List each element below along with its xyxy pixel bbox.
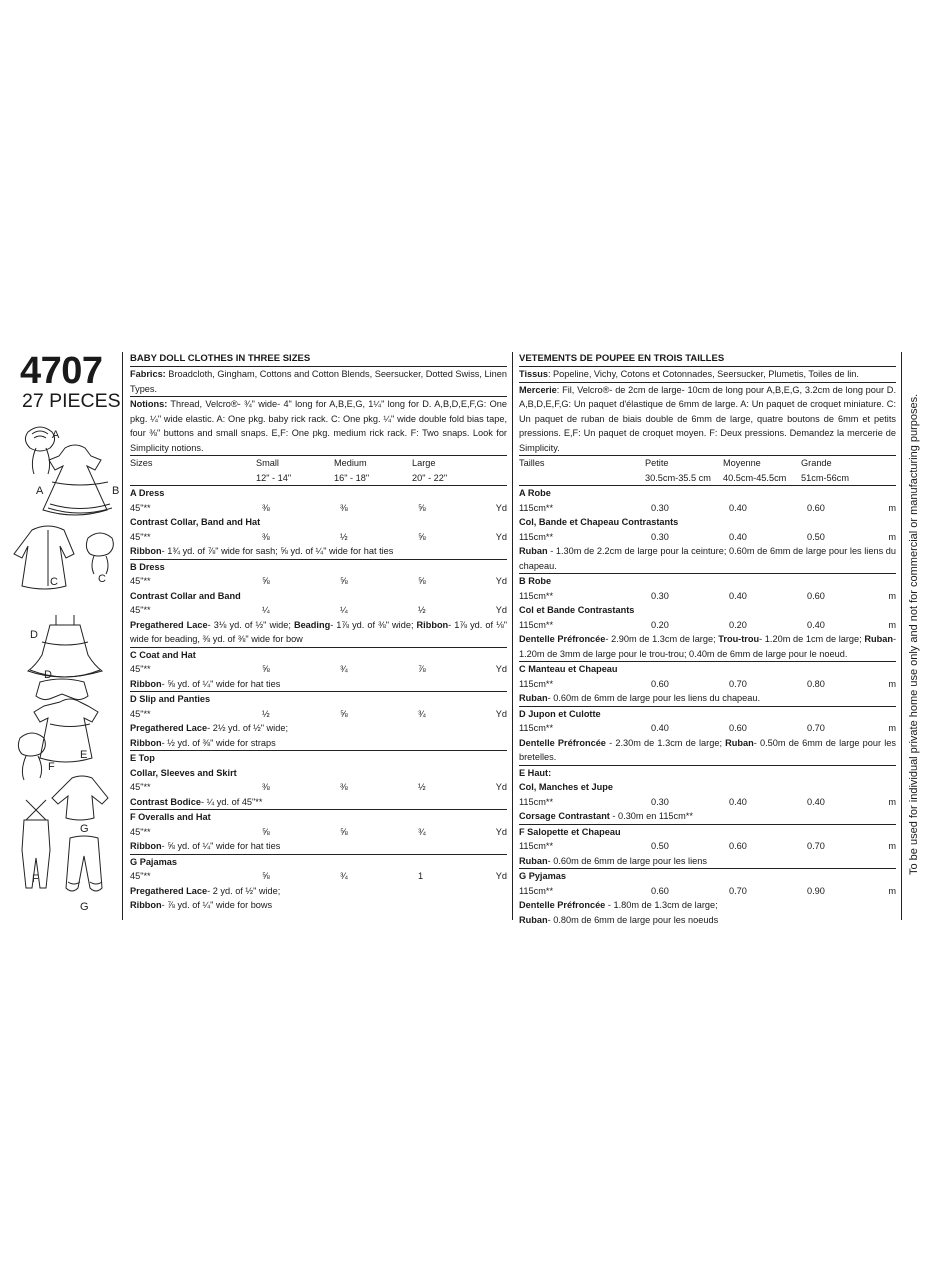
unit: m	[888, 590, 896, 601]
yardage-row	[130, 707, 507, 722]
notions-text	[519, 383, 896, 456]
view-title: B Dress	[130, 561, 165, 572]
unit: Yd	[495, 664, 507, 674]
view-title: G Pajamas	[130, 856, 177, 867]
yardage-row	[519, 530, 896, 545]
yardage-value: 1	[418, 871, 424, 881]
yardage-value: 0.40	[807, 796, 825, 807]
yardage-row	[519, 501, 896, 516]
unit: m	[888, 678, 896, 689]
unit: m	[888, 723, 896, 733]
notes	[519, 544, 896, 573]
note-label: Beading	[293, 619, 331, 630]
size-name: Small	[256, 458, 279, 468]
size-name: Moyenne	[723, 458, 761, 468]
yardage-value: 0.40	[729, 502, 747, 513]
fabric-width: 115cm**	[519, 678, 554, 689]
note-text: - 2.90m de 1.3cm de large;	[605, 634, 719, 644]
note-label: Trou-trou	[718, 634, 760, 644]
yardage-value: 0.70	[729, 885, 747, 896]
note-label: Ribbon	[130, 900, 162, 910]
sizes-label: Tailles	[519, 458, 545, 468]
unit: m	[888, 796, 896, 807]
yardage-value: 0.90	[807, 885, 825, 896]
notions-value: : Fil, Velcro®- de 2cm de large- 10cm de long pour A,B,E,G, 3.2cm de long pour D. A,B,D,E,F,G: Un paquet d'élastique de 6mm de large. A: Un paquet de croquet miniature. C: Un paquet de ruban de biais double de 6mm de large, quatre boutons de 6mm et petits pressions. E,F: Un paquet de croquet moyen. F: Deux pressions. Demandez la mercerie de Simplicity.	[519, 384, 896, 453]
unit: Yd	[495, 782, 507, 792]
size-name: Grande	[801, 458, 832, 468]
yardage-value: 0.50	[807, 531, 825, 542]
note-label: Ruban	[519, 914, 548, 925]
sizes-range-row	[130, 471, 507, 486]
yardage-value: ½	[418, 605, 426, 615]
yardage-value: 0.60	[807, 502, 825, 513]
fabric-width: 45"**	[130, 871, 151, 881]
sub-title: Col, Manches et Jupe	[519, 782, 613, 792]
yardage-value: ½	[262, 708, 270, 719]
yardage-row	[519, 884, 896, 899]
illus-label: D	[44, 669, 52, 681]
size-range: 16" - 18"	[334, 472, 370, 483]
fabric-width: 45"**	[130, 576, 151, 586]
note-label: Contrast Bodice	[130, 796, 201, 807]
unit: m	[888, 885, 896, 896]
yardage-value: ¾	[340, 871, 348, 881]
yardage-row	[130, 603, 507, 618]
note-text: - 0.80m de 6mm de large pour les noeuds	[547, 914, 719, 925]
note-label: Ribbon	[416, 619, 449, 630]
notions-value: Thread, Velcro®- ¾" wide- 4" long for A,B,E,G, 1¼" long for D. A,B,D,E,F,G: One pkg. ¼" wide elastic. A: One pkg. baby rick rack. C: One pkg. ¼" wide double fold bias tape, four ⅜" buttons and small snaps. E,F: One pkg. medium rick rack. F: Two snaps. Look for Simplicity notions.	[130, 399, 507, 453]
illus-label: C	[50, 576, 58, 588]
yardage-value: ¾	[340, 664, 348, 674]
illus-label: G	[80, 901, 89, 913]
yardage-value: 0.60	[729, 841, 747, 851]
yardage-row	[519, 589, 896, 604]
note-label: Corsage Contrastant	[519, 811, 610, 821]
yardage-row	[130, 530, 507, 545]
yardage-value: ⅝	[262, 871, 270, 881]
notions-label: Notions:	[130, 399, 168, 409]
yardage-value: ⅜	[262, 502, 270, 513]
yardage-value: ¾	[418, 708, 426, 719]
note-text: - 1¾ yd. of ⅞" wide for sash; ⅝ yd. of ¼" wide for hat ties	[161, 546, 394, 556]
note-text: - 1.30m de 2.2cm de large pour la ceinture; 0.60m de 6mm de large pour les liens du chapeau.	[519, 546, 896, 571]
fabric-width: 115cm**	[519, 841, 554, 851]
note-text: - 0.60m de 6mm de large pour les liens	[547, 855, 707, 866]
fabrics-value: : Popeline, Vichy, Cotons et Cotonnades, Seersucker, Plumetis, Toiles de lin.	[547, 369, 859, 379]
note-text: - 2½ yd. of ½" wide;	[207, 723, 288, 733]
note-label: Ruban	[519, 546, 548, 556]
yardage-value: 0.40	[651, 723, 669, 733]
yardage-row	[130, 825, 507, 840]
yardage-value: 0.40	[729, 590, 747, 601]
sub-title: Contrast Collar and Band	[130, 590, 241, 601]
note-label: Ribbon	[130, 678, 162, 689]
notes	[130, 795, 507, 810]
sizes-range-row	[519, 471, 896, 486]
fabric-width: 45"**	[130, 782, 151, 792]
note-label: Ruban	[519, 693, 548, 703]
note-text: - 2.30m de 1.3cm de large;	[605, 737, 726, 748]
note-label: Pregathered Lace	[130, 885, 208, 896]
view-title: D Slip and Panties	[130, 694, 211, 704]
note-text: - ⅝ yd. of ¼" wide for hat ties	[161, 678, 281, 689]
sub-title: Col et Bande Contrastants	[519, 605, 635, 615]
yardage-value: ⅞	[418, 664, 426, 674]
yardage-row	[519, 677, 896, 692]
unit: Yd	[495, 576, 507, 586]
yardage-value: ⅜	[340, 502, 348, 513]
notions-text	[130, 397, 507, 455]
yardage-value: ¾	[418, 826, 426, 837]
yardage-row	[130, 869, 507, 884]
note-text: - 1⅞ yd. of ⅜" wide;	[330, 619, 417, 630]
view-title: C Coat and Hat	[130, 649, 196, 660]
unit: m	[888, 619, 896, 630]
yardage-value: 0.30	[651, 796, 669, 807]
sub-title: Collar, Sleeves and Skirt	[130, 767, 237, 778]
yardage-value: ⅝	[340, 708, 348, 719]
notes	[519, 736, 896, 765]
yardage-value: ⅝	[418, 576, 426, 586]
yardage-value: 0.60	[729, 723, 747, 733]
yardage-value: 0.20	[729, 619, 747, 630]
view-title: A Dress	[130, 488, 165, 498]
note-label: Pregathered Lace	[130, 723, 208, 733]
view-title: A Robe	[519, 488, 551, 498]
view-title: D Jupon et Culotte	[519, 708, 601, 719]
notes	[130, 618, 507, 647]
notes	[519, 809, 896, 824]
french-column	[519, 352, 896, 927]
note-label: Dentelle Préfroncée	[519, 737, 606, 748]
illus-label: E	[80, 749, 88, 761]
yardage-value: 0.80	[807, 678, 825, 689]
yardage-value: ⅝	[340, 826, 348, 837]
unit: m	[888, 841, 896, 851]
dress-ab-icon	[43, 445, 112, 515]
yardage-row	[519, 839, 896, 854]
yardage-value: ¼	[262, 605, 270, 615]
pajama-pants-g-icon	[66, 836, 102, 891]
view-title: F Overalls and Hat	[130, 812, 211, 822]
unit: Yd	[495, 708, 507, 719]
coat-c-icon	[14, 526, 74, 589]
size-range: 20" - 22"	[412, 472, 448, 483]
note-label: Ribbon	[130, 546, 162, 556]
yardage-value: ⅝	[418, 531, 426, 542]
notions-label: Mercerie	[519, 384, 557, 395]
illus-label: A	[52, 429, 60, 441]
fabrics-text	[519, 367, 896, 382]
view-title: C Manteau et Chapeau	[519, 664, 618, 674]
size-range: 51cm-56cm	[801, 472, 849, 483]
illus-label: F	[48, 761, 55, 773]
illus-label: B	[112, 485, 120, 497]
yardage-value: ⅝	[262, 826, 270, 837]
illus-label: C	[98, 573, 106, 585]
yardage-value: 0.30	[651, 531, 669, 542]
unit: Yd	[495, 502, 507, 513]
yardage-value: ½	[418, 782, 426, 792]
note-label: Dentelle Préfroncée	[519, 900, 606, 910]
yardage-row	[519, 795, 896, 810]
view-title: E Haut:	[519, 767, 552, 778]
view-title: B Robe	[519, 576, 552, 586]
yardage-value: 0.40	[729, 796, 747, 807]
notes	[519, 898, 896, 927]
yardage-value: ⅜	[262, 782, 270, 792]
sizes-header	[519, 456, 896, 471]
unit: Yd	[495, 605, 507, 615]
unit: m	[888, 531, 896, 542]
fabric-width: 45"**	[130, 664, 151, 674]
note-text: - ⅝ yd. of ¼" wide for hat ties	[161, 841, 281, 851]
fabrics-label: Tissus	[519, 369, 548, 379]
yardage-row	[130, 501, 507, 516]
yardage-row	[130, 574, 507, 589]
note-label: Dentelle Préfroncée	[519, 634, 606, 644]
fabric-width: 45"**	[130, 605, 151, 615]
illus-label: A	[36, 485, 44, 497]
column-title: VETEMENTS DE POUPEE EN TROIS TAILLES	[519, 353, 725, 364]
yardage-value: 0.60	[651, 678, 669, 689]
fabric-width: 115cm**	[519, 531, 554, 542]
yardage-value: ⅝	[340, 576, 348, 586]
yardage-value: 0.60	[807, 590, 825, 601]
sizes-header	[130, 456, 507, 471]
note-text: - 1.80m de 1.3cm de large;	[605, 900, 718, 910]
yardage-value: ½	[340, 531, 348, 542]
sizes-label: Sizes	[130, 458, 153, 468]
yardage-value: 0.40	[729, 531, 747, 542]
column-title: BABY DOLL CLOTHES IN THREE SIZES	[130, 353, 311, 364]
notes	[519, 854, 896, 869]
fabric-width: 115cm**	[519, 619, 554, 630]
divider	[122, 352, 123, 920]
bonnet-c-icon	[86, 533, 113, 574]
note-text: - 3⅛ yd. of ½" wide;	[207, 619, 294, 630]
yardage-value: 0.50	[651, 841, 669, 851]
divider	[512, 352, 513, 920]
fabric-width: 115cm**	[519, 590, 554, 601]
pattern-number: 4707	[20, 350, 103, 392]
note-text: - 0.60m de 6mm de large pour les liens du chapeau.	[547, 693, 761, 703]
notes	[130, 839, 507, 854]
unit: Yd	[495, 871, 507, 881]
yardage-value: ⅜	[340, 782, 348, 792]
fabric-width: 115cm**	[519, 723, 554, 733]
view-title: E Top	[130, 753, 155, 763]
unit: Yd	[495, 826, 507, 837]
yardage-row	[130, 662, 507, 677]
note-text: - ¼ yd. of 45"**	[200, 796, 263, 807]
yardage-value: 0.60	[651, 885, 669, 896]
fabrics-label: Fabrics:	[130, 369, 166, 379]
note-text: - ⅞ yd. of ¼" wide for bows	[161, 900, 273, 910]
illus-label: F	[32, 873, 39, 885]
unit: Yd	[495, 531, 507, 542]
note-text: - 0.50m de 6mm de large pour les bretelles.	[519, 737, 896, 762]
panties-d-icon	[36, 679, 88, 700]
note-label: Ruban	[725, 737, 754, 748]
yardage-value: ⅝	[262, 664, 270, 674]
notes	[130, 884, 507, 913]
note-label: Pregathered Lace	[130, 619, 208, 630]
usage-notice: To be used for individual private home use only and not for commercial or manufacturing purposes.	[908, 393, 920, 875]
note-text: - ½ yd. of ⅜" wide for straps	[161, 737, 276, 748]
view-title: G Pyjamas	[519, 871, 566, 881]
yardage-value: ⅝	[418, 502, 426, 513]
garment-illustrations	[10, 420, 122, 920]
yardage-row	[519, 721, 896, 736]
note-label: Ribbon	[130, 737, 162, 748]
note-label: Ruban	[864, 634, 893, 644]
view-title: F Salopette et Chapeau	[519, 826, 621, 837]
notes	[130, 544, 507, 559]
yardage-row	[130, 780, 507, 795]
illus-label: D	[30, 629, 38, 641]
fabric-width: 45"**	[130, 502, 151, 513]
note-text: - 1⅞ yd. of ⅛" wide for beading, ⅜ yd. of ⅜" wide for bow	[130, 619, 507, 644]
fabric-width: 115cm**	[519, 796, 554, 807]
yardage-value: 0.40	[807, 619, 825, 630]
fabrics-value: Broadcloth, Gingham, Cottons and Cotton Blends, Seersucker, Dotted Swiss, Linen Types.	[130, 369, 507, 394]
sub-title: Contrast Collar, Band and Hat	[130, 517, 261, 527]
note-text: - 1.20m de 3mm de large pour le trou-trou; 0.40m de 6mm de large pour le noeud.	[519, 634, 896, 659]
fabrics-text	[130, 367, 507, 396]
note-text: - 1.20m de 1cm de large;	[759, 634, 865, 644]
yardage-value: 0.30	[651, 502, 669, 513]
yardage-value: 0.70	[807, 841, 825, 851]
yardage-value: 0.70	[729, 678, 747, 689]
fabric-width: 45"**	[130, 826, 151, 837]
size-name: Medium	[334, 458, 367, 468]
sub-title: Col, Bande et Chapeau Contrastants	[519, 517, 679, 527]
note-text: - 0.30m en 115cm**	[609, 811, 693, 821]
size-range: 40.5cm-45.5cm	[723, 472, 787, 483]
top-e-icon	[34, 699, 98, 762]
yardage-value: 0.30	[651, 590, 669, 601]
notes	[519, 691, 896, 706]
slip-d-icon	[28, 615, 102, 677]
notes	[519, 632, 896, 661]
notes	[130, 721, 507, 750]
yardage-value: ⅝	[262, 576, 270, 586]
pajama-top-g-icon	[52, 776, 108, 820]
size-range: 12" - 14"	[256, 472, 292, 483]
size-name: Petite	[645, 458, 669, 468]
pieces-count: 27 PIECES	[22, 390, 121, 412]
fabric-width: 45"**	[130, 708, 151, 719]
yardage-value: 0.20	[651, 619, 669, 630]
fabric-width: 115cm**	[519, 885, 554, 896]
yardage-value: 0.70	[807, 723, 825, 733]
note-label: Ribbon	[130, 841, 162, 851]
notes	[130, 677, 507, 692]
illus-label: G	[80, 823, 89, 835]
english-column	[130, 352, 507, 913]
fabric-width: 115cm**	[519, 502, 554, 513]
fabric-width: 45"**	[130, 531, 151, 542]
divider	[901, 352, 902, 920]
bonnet-a-icon	[25, 427, 54, 474]
yardage-value: ⅜	[262, 531, 270, 542]
yardage-row	[519, 618, 896, 633]
size-name: Large	[412, 458, 436, 468]
bonnet-f-icon	[18, 733, 45, 780]
note-text: - 2 yd. of ½" wide;	[207, 885, 281, 896]
unit: m	[888, 502, 896, 513]
size-range: 30.5cm-35.5 cm	[645, 472, 711, 483]
yardage-value: ¼	[340, 605, 348, 615]
note-label: Ruban	[519, 855, 548, 866]
